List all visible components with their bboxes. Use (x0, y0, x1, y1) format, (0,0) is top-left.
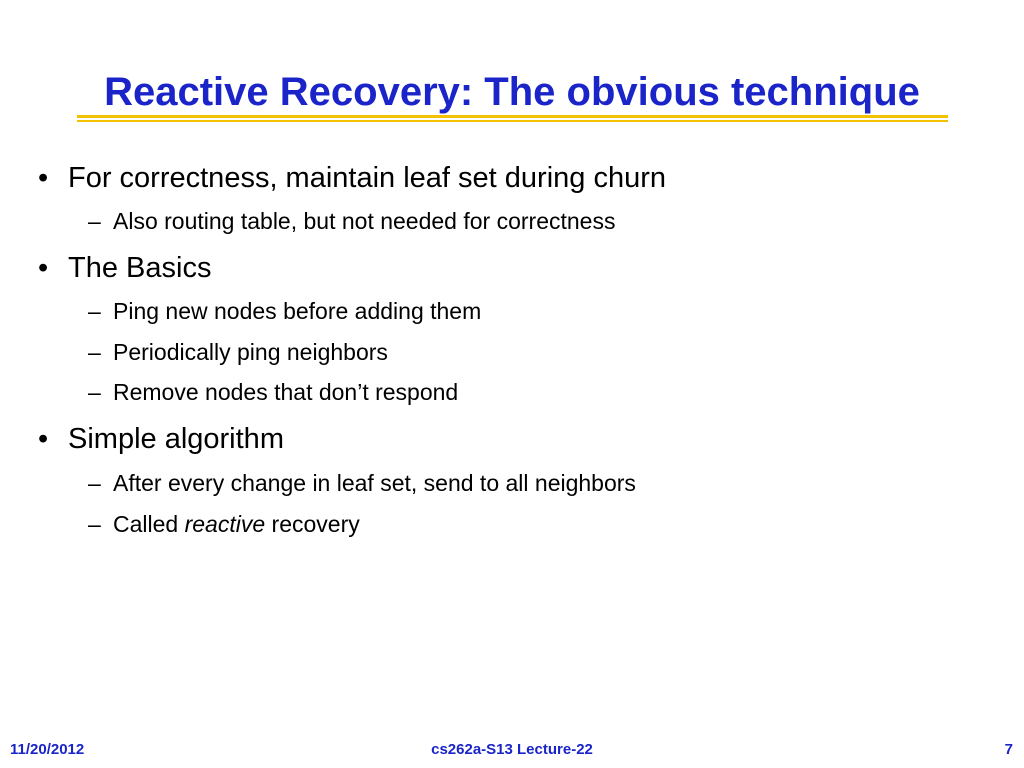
bullet-item (38, 160, 666, 196)
bullet-glyph: • (38, 423, 49, 455)
sub-bullet-emphasis: reactive (184, 511, 266, 537)
bullet-glyph: • (38, 162, 49, 194)
footer-page-number: 7 (1004, 741, 1013, 758)
title-underline-thin (77, 120, 948, 122)
title-underline-thick (77, 115, 948, 118)
sub-bullet-text-suffix: recovery (265, 511, 360, 537)
dash-glyph: – (88, 511, 101, 537)
dash-glyph: – (88, 298, 101, 324)
sub-bullet-text: Remove nodes that don’t respond (113, 379, 459, 405)
sub-bullet-item (88, 469, 636, 497)
dash-glyph: – (88, 470, 101, 496)
sub-bullet-text-prefix: Called (113, 511, 185, 537)
sub-bullet-item (88, 297, 481, 325)
bullet-glyph: • (38, 252, 49, 284)
sub-bullet-text: Periodically ping neighbors (113, 339, 388, 365)
dash-glyph: – (88, 208, 101, 234)
sub-bullet-item (88, 338, 388, 366)
footer-course: cs262a-S13 Lecture-22 (431, 741, 593, 758)
bullet-text: Simple algorithm (68, 423, 284, 455)
dash-glyph: – (88, 379, 101, 405)
bullet-text: For correctness, maintain leaf set during churn (68, 162, 666, 194)
slide-title: Reactive Recovery: The obvious technique (104, 70, 920, 114)
footer-date: 11/20/2012 (10, 741, 85, 758)
bullet-item (38, 250, 211, 286)
sub-bullet-text: After every change in leaf set, send to all neighbors (113, 470, 636, 496)
sub-bullet-text: Also routing table, but not needed for correctness (113, 208, 616, 234)
bullet-text: The Basics (68, 252, 212, 284)
sub-bullet-item (88, 378, 458, 406)
dash-glyph: – (88, 339, 101, 365)
sub-bullet-text: Ping new nodes before adding them (113, 298, 482, 324)
bullet-item (38, 421, 284, 457)
sub-bullet-item (88, 510, 360, 538)
sub-bullet-item (88, 207, 615, 235)
